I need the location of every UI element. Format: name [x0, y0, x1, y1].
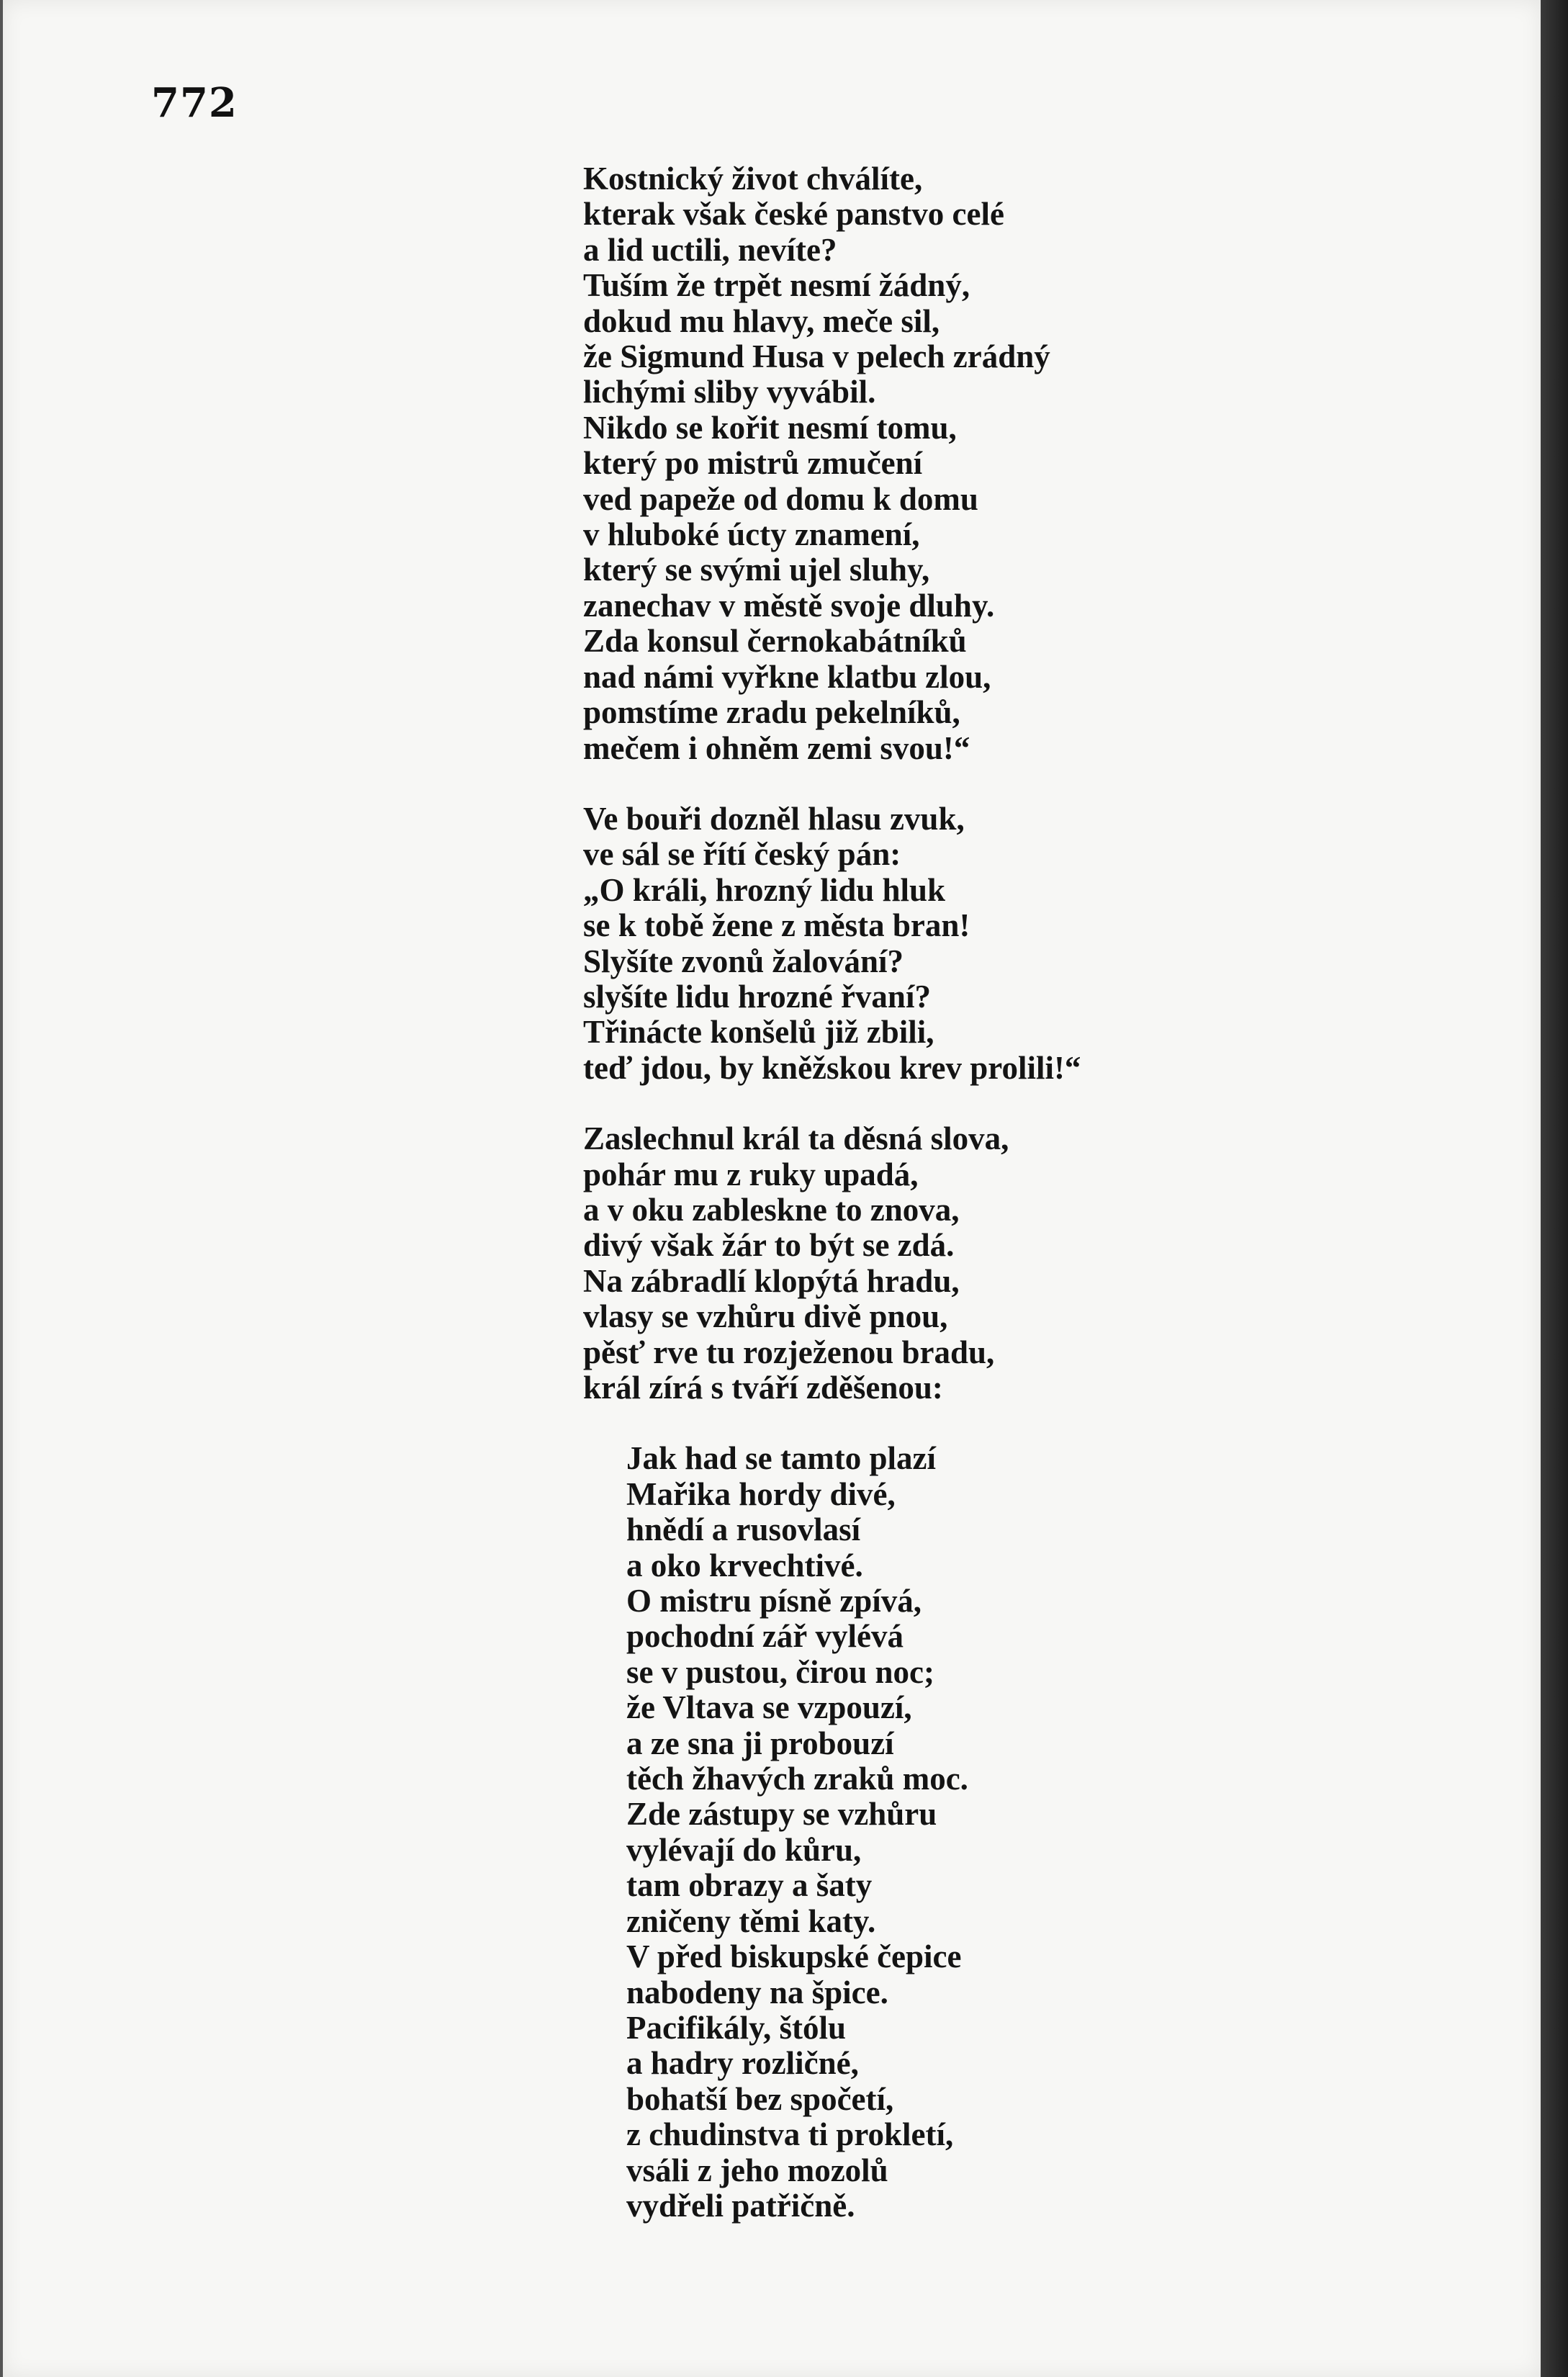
poem-line: Jak had se tamto plazí [626, 1440, 937, 1477]
poem-line: Tuším že trpět nesmí žádný, [583, 267, 970, 304]
poem-line: že Sigmund Husa v pelech zrádný [583, 338, 1050, 375]
poem-line: „O králi, hrozný lidu hluk [583, 871, 946, 908]
poem-line: V před biskupské čepice [626, 1938, 962, 1975]
poem-line: Třinácte konšelů již zbili, [583, 1014, 934, 1051]
poem-line: O mistru písně zpívá, [626, 1583, 922, 1619]
poem-line: král zírá s tváří zděšenou: [583, 1370, 943, 1406]
stanza-1 [583, 161, 1447, 766]
poem-line: slyšíte lidu hrozné řvaní? [583, 978, 931, 1015]
poem-line: Mařika hordy divé, [626, 1475, 896, 1512]
poem-line: a ze sna ji probouzí [626, 1725, 894, 1761]
poem-line: v hluboké úcty znamení, [583, 516, 920, 553]
poem-line: kterak však české panstvo celé [583, 196, 1004, 233]
stanza-2 [583, 801, 1447, 1086]
poem-line: Slyšíte zvonů žalování? [583, 943, 904, 979]
poem-line: a lid uctili, nevíte? [583, 231, 837, 268]
poem-line: pomstíme zradu pekelníků, [583, 694, 960, 731]
poem-line: divý však žár to být se zdá. [583, 1227, 955, 1264]
poem-line: pěsť rve tu rozježenou bradu, [583, 1334, 995, 1370]
right-page-edge [1541, 0, 1568, 2377]
poem-line: zanechav v městě svoje dluhy. [583, 587, 995, 624]
poem-line: dokud mu hlavy, meče sil, [583, 302, 940, 339]
poem-line: vylévají do kůru, [626, 1831, 862, 1868]
poem-line: Zda konsul černokabátníků [583, 623, 967, 660]
poem-line: Pacifikály, štólu [626, 2009, 847, 2046]
poem-line: nabodeny na špice. [626, 1974, 888, 2010]
poem-line: vsáli z jeho mozolů [626, 2152, 888, 2188]
poem-line: a oko krvechtivé. [626, 1547, 863, 1583]
poem-line: těch žhavých zraků moc. [626, 1761, 968, 1797]
poem-line: teď jdou, by kněžskou krev prolili!“ [583, 1049, 1081, 1086]
poem-line: Kostnický život chválíte, [583, 161, 923, 197]
poem-line: se v pustou, čirou noc; [626, 1653, 934, 1690]
stanza-4-indented [583, 1441, 1447, 2224]
poem-line: ve sál se řítí český pán: [583, 836, 901, 873]
poem-text [583, 161, 1447, 2224]
book-page [3, 0, 1541, 2377]
poem-line: a v oku zableskne to znova, [583, 1191, 960, 1228]
poem-line: ved papeže od domu k domu [583, 480, 978, 517]
poem-line: z chudinstva ti prokletí, [626, 2116, 954, 2153]
poem-line: a hadry rozličné, [626, 2045, 859, 2082]
poem-line: Nikdo se kořit nesmí tomu, [583, 409, 957, 446]
poem-line: vydřeli patřičně. [626, 2187, 855, 2224]
poem-line: Zde zástupy se vzhůru [626, 1796, 937, 1833]
poem-line: hnědí a rusovlasí [626, 1511, 861, 1548]
poem-line: Ve bouři dozněl hlasu zvuk, [583, 800, 965, 837]
poem-line: zničeny těmi katy. [626, 1902, 876, 1939]
poem-line: nad námi vyřkne klatbu zlou, [583, 658, 991, 695]
poem-line: mečem i ohněm zemi svou!“ [583, 729, 970, 766]
stanza-3 [583, 1121, 1447, 1406]
poem-line: vlasy se vzhůru divě pnou, [583, 1298, 948, 1335]
poem-line: který po mistrů zmučení [583, 445, 923, 482]
poem-line: Zaslechnul král ta děsná slova, [583, 1120, 1009, 1157]
poem-line: bohatší bez spočetí, [626, 2080, 894, 2117]
poem-line: Na zábradlí klopýtá hradu, [583, 1262, 960, 1299]
poem-line: pochodní zář vylévá [626, 1618, 904, 1655]
page-number: 772 [151, 79, 238, 127]
poem-line: že Vltava se vzpouzí, [626, 1689, 912, 1726]
poem-line: který se svými ujel sluhy, [583, 552, 930, 588]
poem-line: se k tobě žene z města bran! [583, 907, 970, 944]
poem-line: lichými sliby vyvábil. [583, 374, 876, 410]
poem-line: tam obrazy a šaty [626, 1867, 873, 1904]
poem-line: pohár mu z ruky upadá, [583, 1156, 919, 1192]
